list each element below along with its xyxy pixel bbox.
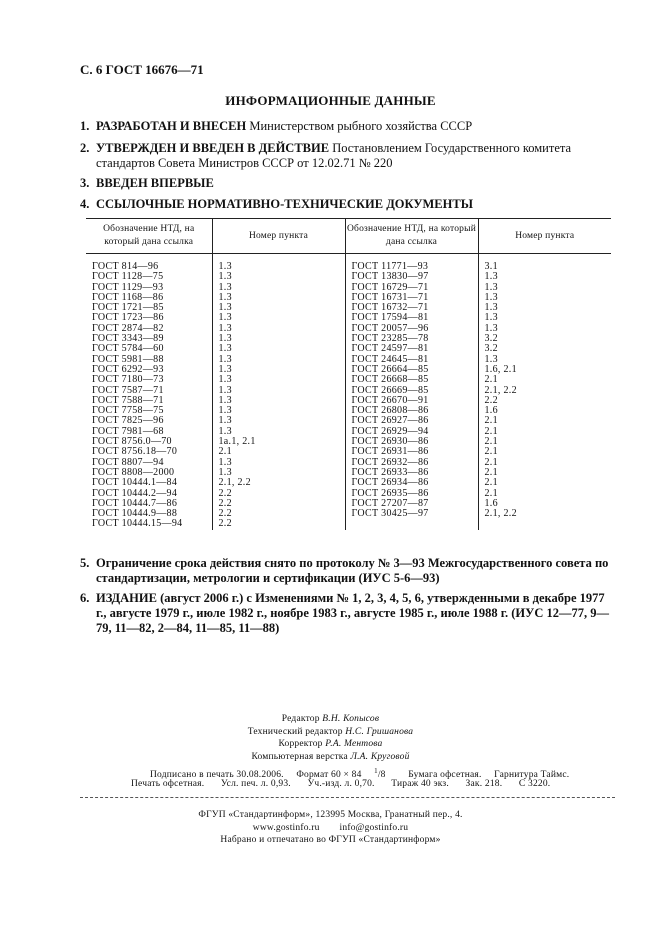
cell-clause-right: 2.1	[478, 427, 611, 437]
header-clause-left: Номер пункта	[212, 219, 345, 254]
item-limitation	[80, 556, 615, 586]
table-row	[86, 355, 611, 365]
cell-ntd-right	[345, 519, 478, 529]
cell-ntd-right: ГОСТ 26931—86	[345, 447, 478, 457]
cell-clause-left: 1.3	[212, 324, 345, 334]
cell-ntd-left: ГОСТ 10444.1—84	[92, 477, 178, 489]
imprint-line-2	[131, 778, 564, 790]
cell-ntd-right: ГОСТ 26930—86	[345, 437, 478, 447]
cell-clause-right: 1.3	[478, 293, 611, 303]
item-developed	[80, 119, 615, 134]
divider	[80, 797, 615, 798]
cell-clause-left: 1.3	[212, 416, 345, 426]
item-number: 1.	[80, 119, 90, 133]
cell-clause-left: 2.1	[212, 447, 345, 457]
cell-ntd-right: ГОСТ 26808—86	[345, 406, 478, 416]
cell-clause-left: 1.3	[212, 458, 345, 468]
table-row	[86, 272, 611, 282]
cell-clause-left: 1.3	[212, 386, 345, 396]
cell-ntd-left: ГОСТ 7825—96	[92, 415, 164, 427]
table-row	[86, 416, 611, 426]
publisher-contacts	[0, 822, 661, 835]
cell-clause-left: 1.3	[212, 406, 345, 416]
item-text: РАЗРАБОТАН И ВНЕСЕН Министерством рыбного хозяйства СССР	[96, 119, 473, 133]
cell-ntd-left: ГОСТ 10444.2—94	[92, 487, 178, 499]
item-text: ИЗДАНИЕ (август 2006 г.) с Изменениями № 1, 2, 3, 4, 5, 6, утвержденными в декабре 1977 г., августе 1979 г., июле 1982 г., ноябре 1983 г., августе 1985 г., июле 1988 г. (ИУС 12—77, 9—79, 11—82, 2—84, 11—85, 11—88)	[96, 591, 609, 635]
table-row	[86, 283, 611, 293]
cell-ntd-left: ГОСТ 1721—85	[92, 302, 164, 314]
cell-ntd-left: ГОСТ 7758—75	[92, 405, 164, 417]
cell-clause-right: 1.3	[478, 283, 611, 293]
cell-clause-left: 1.3	[212, 396, 345, 406]
cell-ntd-right: ГОСТ 26670—91	[345, 396, 478, 406]
page-header: С. 6 ГОСТ 16676—71	[80, 62, 204, 77]
cell-ntd-right: ГОСТ 11771—93	[345, 254, 478, 273]
cell-clause-right: 1.3	[478, 272, 611, 282]
cell-ntd-right: ГОСТ 16729—71	[345, 283, 478, 293]
cell-clause-left: 1.3	[212, 283, 345, 293]
cell-clause-right	[478, 519, 611, 529]
cell-clause-left: 2.1, 2.2	[212, 478, 345, 488]
table-body	[86, 254, 611, 530]
item-text: Ограничение срока действия снято по протоколу № 3—93 Межгосударственного совета по стандартизации, метрологии и сертификации (ИУС 5-6—93)	[96, 556, 609, 585]
cell-ntd-left: ГОСТ 8756.18—70	[92, 446, 178, 458]
table-row	[86, 344, 611, 354]
credit-editor: Редактор В.Н. Копысов	[281, 714, 380, 724]
table-row	[86, 313, 611, 323]
imprint-paper: Бумага офсетная.	[408, 770, 482, 781]
cell-clause-left: 2.2	[212, 519, 345, 529]
cell-clause-left: 1а.1, 2.1	[212, 437, 345, 447]
cell-clause-left: 1.3	[212, 375, 345, 385]
cell-ntd-right: ГОСТ 26932—86	[345, 458, 478, 468]
table-header-row	[86, 219, 611, 254]
table-row	[86, 293, 611, 303]
cell-clause-right: 2.1	[478, 447, 611, 457]
cell-clause-right: 1.6, 2.1	[478, 365, 611, 375]
item-number: 5.	[80, 556, 90, 570]
cell-clause-right: 2.1	[478, 375, 611, 385]
cell-clause-left: 1.3	[212, 355, 345, 365]
header-ntd-left: Обозначение НТД, на который дана ссылка	[86, 219, 212, 254]
cell-ntd-right: ГОСТ 27207—87	[345, 499, 478, 509]
cell-ntd-left: ГОСТ 10444.7—86	[92, 497, 178, 509]
publisher-site: www.gostinfo.ru	[252, 822, 320, 833]
cell-clause-left: 1.3	[212, 303, 345, 313]
item-text: ВВЕДЕН ВПЕРВЫЕ	[96, 176, 214, 190]
cell-ntd-left: ГОСТ 7588—71	[92, 394, 164, 406]
cell-ntd-left: ГОСТ 10444.9—88	[92, 508, 178, 520]
cell-ntd-left: ГОСТ 10444.15—94	[92, 518, 183, 530]
item-approved	[80, 141, 615, 171]
table-row	[86, 365, 611, 375]
publisher-printed: Набрано и отпечатано во ФГУП «Стандартинформ»	[220, 835, 441, 845]
table-row	[86, 324, 611, 334]
publisher-info	[0, 809, 661, 847]
imprint-format: Формат 60 × 84 $^1$/8	[296, 767, 386, 781]
cell-ntd-right: ГОСТ 26664—85	[345, 365, 478, 375]
cell-ntd-left: ГОСТ 1129—93	[92, 281, 164, 293]
cell-ntd-left: ГОСТ 5784—60	[92, 343, 164, 355]
cell-clause-right: 2.1	[478, 458, 611, 468]
cell-clause-right: 2.1	[478, 468, 611, 478]
cell-ntd-right: ГОСТ 26929—94	[345, 427, 478, 437]
cell-ntd-right: ГОСТ 26668—85	[345, 375, 478, 385]
cell-ntd-left: ГОСТ 1723—86	[92, 312, 164, 324]
table-row	[86, 254, 611, 273]
cell-ntd-right: ГОСТ 26934—86	[345, 478, 478, 488]
imprint-print: Печать офсетная.	[131, 779, 205, 789]
cell-clause-right: 2.1	[478, 478, 611, 488]
cell-clause-left: 1.3	[212, 468, 345, 478]
cell-ntd-left: ГОСТ 8756.0—70	[92, 436, 172, 448]
credit-tech-editor: Технический редактор Н.С. Гришанова	[247, 726, 414, 737]
cell-clause-left: 2.2	[212, 489, 345, 499]
cell-ntd-left: ГОСТ 3343—89	[92, 333, 164, 345]
cell-clause-left: 1.3	[212, 334, 345, 344]
cell-clause-right: 2.2	[478, 396, 611, 406]
cell-ntd-right: ГОСТ 26935—86	[345, 489, 478, 499]
imprint-usl: Усл. печ. л. 0,93.	[220, 779, 291, 789]
cell-ntd-left: ГОСТ 7587—71	[92, 384, 164, 396]
credit-proofreader: Корректор Р.А. Ментова	[278, 739, 383, 749]
item-number: 4.	[80, 197, 90, 211]
table-row	[86, 386, 611, 396]
cell-ntd-left: ГОСТ 1168—86	[92, 291, 164, 303]
publisher-email: info@gostinfo.ru	[339, 822, 409, 833]
cell-ntd-right: ГОСТ 30425—97	[345, 509, 478, 519]
cell-ntd-left: ГОСТ 7981—68	[92, 425, 164, 437]
header-clause-right: Номер пункта	[478, 219, 611, 254]
cell-clause-right: 1.3	[478, 313, 611, 323]
imprint-zak: Зак. 218.	[465, 779, 503, 789]
cell-clause-right: 1.3	[478, 355, 611, 365]
cell-clause-right: 2.1	[478, 489, 611, 499]
imprint-tirazh: Тираж 40 экз.	[391, 779, 449, 789]
cell-clause-right: 1.6	[478, 406, 611, 416]
table-row	[86, 375, 611, 385]
cell-clause-left: 1.3	[212, 365, 345, 375]
references-table	[86, 218, 611, 530]
cell-ntd-left: ГОСТ 814—96	[92, 261, 159, 272]
cell-ntd-left: ГОСТ 6292—93	[92, 363, 164, 375]
cell-ntd-right: ГОСТ 26669—85	[345, 386, 478, 396]
cell-clause-right: 3.1	[478, 254, 611, 273]
item-number: 2.	[80, 141, 90, 155]
table-row	[86, 406, 611, 416]
publisher-address: ФГУП «Стандартинформ», 123995 Москва, Гранатный пер., 4.	[198, 810, 463, 820]
cell-ntd-right: ГОСТ 26927—86	[345, 416, 478, 426]
item-references	[80, 197, 615, 212]
cell-ntd-right: ГОСТ 24645—81	[345, 355, 478, 365]
cell-clause-left: 1.3	[212, 272, 345, 282]
cell-clause-left: 1.3	[212, 427, 345, 437]
cell-ntd-left: ГОСТ 8808—2000	[92, 466, 175, 478]
cell-ntd-right: ГОСТ 20057—96	[345, 324, 478, 334]
cell-clause-right: 1.3	[478, 324, 611, 334]
cell-ntd-right: ГОСТ 23285—78	[345, 334, 478, 344]
cell-ntd-right: ГОСТ 16731—71	[345, 293, 478, 303]
table-row	[86, 303, 611, 313]
cell-clause-right: 1.3	[478, 303, 611, 313]
imprint-code: С 3220.	[518, 779, 551, 789]
table-row	[86, 396, 611, 406]
item-number: 3.	[80, 176, 90, 190]
cell-clause-right: 2.1	[478, 416, 611, 426]
item-text: ССЫЛОЧНЫЕ НОРМАТИВНО-ТЕХНИЧЕСКИЕ ДОКУМЕНТЫ	[96, 197, 473, 211]
cell-clause-left: 1.3	[212, 254, 345, 273]
cell-clause-left: 1.3	[212, 344, 345, 354]
cell-clause-right: 1.6	[478, 499, 611, 509]
cell-clause-right: 3.2	[478, 334, 611, 344]
credits	[0, 713, 661, 763]
cell-ntd-right: ГОСТ 24597—81	[345, 344, 478, 354]
cell-ntd-left: ГОСТ 2874—82	[92, 322, 164, 334]
cell-ntd-left: ГОСТ 1128—75	[92, 271, 164, 283]
imprint-typeface: Гарнитура Таймс.	[494, 770, 570, 781]
table-row	[86, 447, 611, 457]
cell-clause-left: 2.2	[212, 509, 345, 519]
table-row	[86, 478, 611, 488]
table-row	[86, 334, 611, 344]
header-ntd-right: Обозначение НТД, на который дана ссылка	[345, 219, 478, 254]
cell-ntd-right: ГОСТ 16732—71	[345, 303, 478, 313]
cell-clause-left: 2.2	[212, 499, 345, 509]
cell-clause-right: 3.2	[478, 344, 611, 354]
cell-clause-left: 1.3	[212, 293, 345, 303]
cell-clause-left: 1.3	[212, 313, 345, 323]
table-row	[86, 519, 611, 529]
cell-clause-right: 2.1, 2.2	[478, 386, 611, 396]
item-text: УТВЕРЖДЕН И ВВЕДЕН В ДЕЙСТВИЕ Постановлением Государственного комитета стандартов Совета Министров СССР от 12.02.71 № 220	[96, 141, 572, 170]
section-title: ИНФОРМАЦИОННЫЕ ДАННЫЕ	[225, 93, 436, 108]
item-number: 6.	[80, 591, 90, 605]
cell-ntd-right: ГОСТ 26933—86	[345, 468, 478, 478]
cell-clause-right: 2.1, 2.2	[478, 509, 611, 519]
cell-ntd-left: ГОСТ 5981—88	[92, 353, 164, 365]
item-first-introduced	[80, 176, 615, 191]
item-edition	[80, 591, 615, 636]
cell-ntd-left: ГОСТ 7180—73	[92, 374, 164, 386]
imprint-signed: Подписано в печать 30.08.2006.	[150, 770, 284, 781]
imprint-uch: Уч.-изд. л. 0,70.	[307, 779, 375, 789]
cell-ntd-right: ГОСТ 17594—81	[345, 313, 478, 323]
cell-ntd-right: ГОСТ 13830—97	[345, 272, 478, 282]
credit-layout: Компьютерная верстка Л.А. Круговой	[251, 751, 410, 762]
cell-clause-right: 2.1	[478, 437, 611, 447]
cell-ntd-left: ГОСТ 8807—94	[92, 456, 164, 468]
